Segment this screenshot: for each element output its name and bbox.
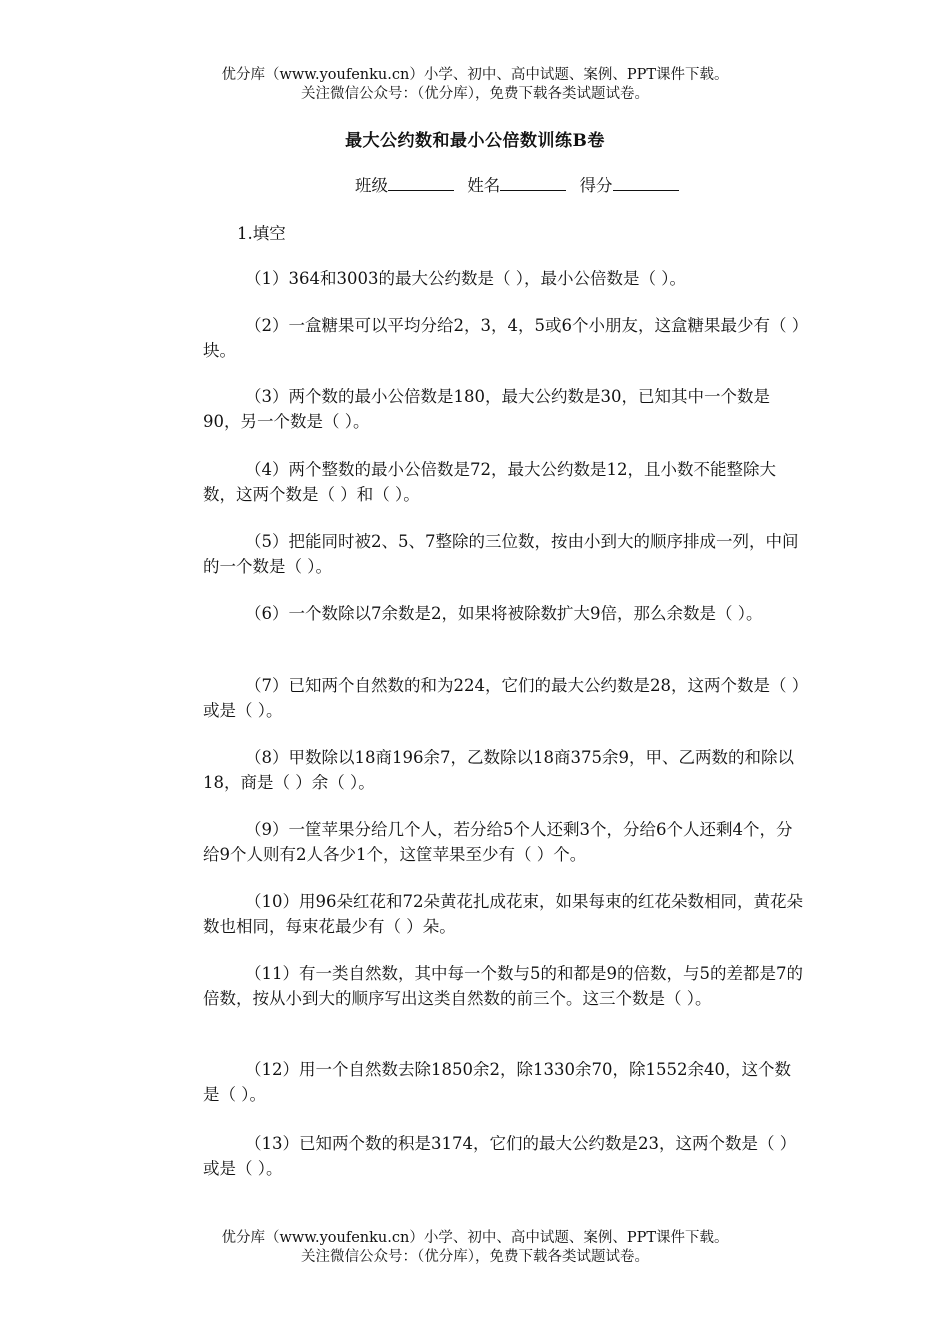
banner-line-2: 关注微信公众号：（优分库），免费下载各类试题试卷。 [301,86,649,102]
question-9: （9）一筐苹果分给几个人，若分给5个人还剩3个，分给6个人还剩4个，分给9个人则有2人各少1个，这筐苹果至少有（ ）个。 [203,820,793,864]
class-blank [388,176,454,191]
question-10: （10）用96朵红花和72朵黄花扎成花束，如果每束的红花朵数相同，黄花朵数也相同，每束花最少有（ ）朵。 [203,892,803,936]
score-label: 得分 [579,176,613,195]
footer-line-2: 关注微信公众号：（优分库），免费下载各类试题试卷。 [301,1249,649,1265]
question-12: （12）用一个自然数去除1850余2，除1330余70，除1552余40，这个数是（ ）。 [203,1060,791,1104]
question-2: （2）一盒糖果可以平均分给2，3，4，5或6个小朋友，这盒糖果最少有（ ）块。 [203,316,800,360]
page-title: 最大公约数和最小公倍数训练B卷 [345,131,605,151]
class-label: 班级 [355,176,388,195]
question-6: （6）一个数除以7余数是2，如果将被除数扩大9倍，那么余数是（ ）。 [245,604,763,623]
score-blank [613,176,679,191]
question-5: （5）把能同时被2、5、7整除的三位数，按由小到大的顺序排成一列，中间的一个数是（ ）。 [203,532,799,576]
question-3: （3）两个数的最小公倍数是180，最大公约数是30，已知其中一个数是90，另一个数是（ ）。 [203,387,770,431]
question-1: （1）364和3003的最大公约数是（ ），最小公倍数是（ ）。 [245,269,686,288]
name-blank [500,176,566,191]
section-heading: 1.填空 [237,224,286,243]
question-7: （7）已知两个自然数的和为224，它们的最大公约数是28，这两个数是（ ）或是（ ）。 [203,676,800,720]
banner-line-1: 优分库（www.youfenku.cn）小学、初中、高中试题、案例、PPT课件下载。 [221,67,729,83]
question-8: （8）甲数除以18商196余7，乙数除以18商375余9，甲、乙两数的和除以18，商是（ ）余（ ）。 [203,748,794,792]
student-info-line [355,172,687,196]
header-banner [0,66,950,104]
question-11: （11）有一类自然数，其中每一个数与5的和都是9的倍数，与5的差都是7的倍数，按从小到大的顺序写出这类自然数的前三个。这三个数是（ ）。 [203,964,803,1008]
question-13: （13）已知两个数的积是3174，它们的最大公约数是23，这两个数是（ ）或是（ ）。 [203,1134,797,1178]
footer-line-1: 优分库（www.youfenku.cn）小学、初中、高中试题、案例、PPT课件下载。 [221,1230,729,1246]
name-label: 姓名 [467,176,501,195]
footer-banner [0,1229,950,1267]
question-4: （4）两个整数的最小公倍数是72，最大公约数是12，且小数不能整除大数，这两个数是（ ）和（ ）。 [203,460,776,504]
